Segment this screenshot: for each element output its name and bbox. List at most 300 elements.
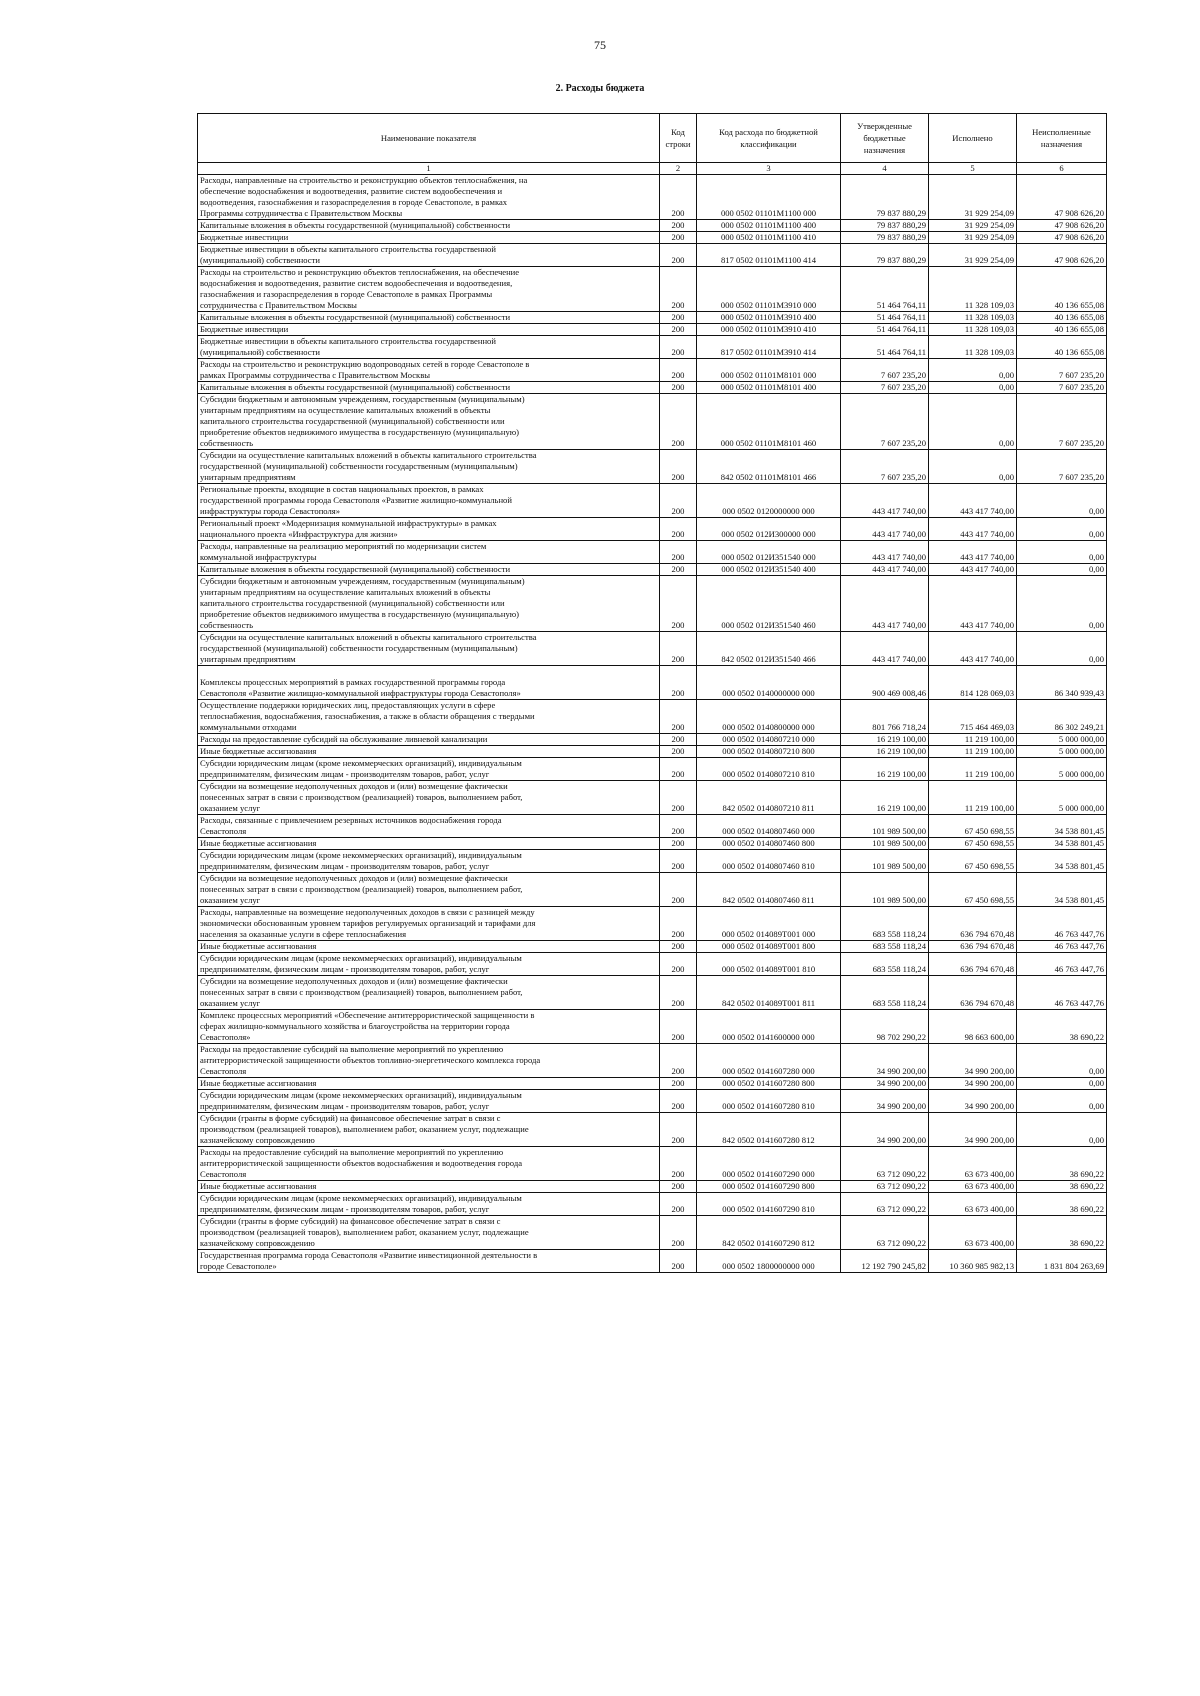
row-line-code: 200 [660, 632, 697, 666]
row-unexecuted: 34 538 801,45 [1017, 873, 1107, 907]
row-unexecuted: 7 607 235,20 [1017, 359, 1107, 382]
row-budget-code: 000 0502 0140807460 800 [697, 838, 841, 850]
row-executed: 10 360 985 982,13 [929, 1250, 1017, 1273]
table-row [198, 518, 1107, 541]
table-row [198, 1113, 1107, 1147]
row-executed: 11 219 100,00 [929, 746, 1017, 758]
table-row [198, 976, 1107, 1010]
row-approved: 16 219 100,00 [841, 781, 929, 815]
row-approved: 63 712 090,22 [841, 1216, 929, 1250]
row-line-code: 200 [660, 815, 697, 838]
row-unexecuted: 38 690,22 [1017, 1147, 1107, 1181]
table-row [198, 359, 1107, 382]
section-title: 2. Расходы бюджета [555, 83, 645, 94]
table-row [198, 1181, 1107, 1193]
row-budget-code: 000 0502 0140807210 000 [697, 734, 841, 746]
table-row [198, 734, 1107, 746]
row-unexecuted: 5 000 000,00 [1017, 746, 1107, 758]
row-line-code: 200 [660, 394, 697, 450]
row-line-code: 200 [660, 1147, 697, 1181]
row-approved: 51 464 764,11 [841, 312, 929, 324]
row-executed: 443 417 740,00 [929, 518, 1017, 541]
row-budget-code: 000 0502 0141607290 000 [697, 1147, 841, 1181]
table-row [198, 324, 1107, 336]
row-executed: 443 417 740,00 [929, 484, 1017, 518]
row-budget-code: 000 0502 014089Т001 000 [697, 907, 841, 941]
row-line-code: 200 [660, 1181, 697, 1193]
header-budget-code: Код расхода по бюджетной классификации [697, 114, 841, 163]
row-unexecuted: 34 538 801,45 [1017, 850, 1107, 873]
row-unexecuted: 34 538 801,45 [1017, 838, 1107, 850]
row-unexecuted: 1 831 804 263,69 [1017, 1250, 1107, 1273]
row-name: Комплекс процессных мероприятий «Обеспечение антитеррористической защищенности в сферах жилищно-коммунального хозяйства и благоустройства на территории города Севастополя» [198, 1010, 660, 1044]
table-row [198, 312, 1107, 324]
row-name: Бюджетные инвестиции [198, 232, 660, 244]
row-budget-code: 000 0502 0141607280 800 [697, 1078, 841, 1090]
budget-expenses-table [197, 113, 1107, 1273]
row-unexecuted: 38 690,22 [1017, 1216, 1107, 1250]
row-budget-code: 842 0502 0141607280 812 [697, 1113, 841, 1147]
row-name: Расходы, направленные на реализацию мероприятий по модернизации систем коммунальной инфраструктуры [198, 541, 660, 564]
row-executed: 715 464 469,03 [929, 700, 1017, 734]
row-name: Субсидии на возмещение недополученных доходов и (или) возмещение фактически понесенных затрат в связи с производством (реализацией) товаров, выполнением работ, оказанием услуг [198, 873, 660, 907]
row-line-code: 200 [660, 700, 697, 734]
row-executed: 34 990 200,00 [929, 1090, 1017, 1113]
row-budget-code: 000 0502 0140800000 000 [697, 700, 841, 734]
row-name: Осуществление поддержки юридических лиц, предоставляющих услуги в сфере теплоснабжения, водоснабжения, газоснабжения, а также в области обращения с твердыми коммунальными отходами [198, 700, 660, 734]
table-row [198, 394, 1107, 450]
row-name: Субсидии на осуществление капитальных вложений в объекты капитального строительства государственной (муниципальной) собственности государственным (муниципальным) унитарным предприятиям [198, 632, 660, 666]
row-unexecuted: 47 908 626,20 [1017, 220, 1107, 232]
row-budget-code: 000 0502 1800000000 000 [697, 1250, 841, 1273]
row-budget-code: 000 0502 01101М1100 410 [697, 232, 841, 244]
row-budget-code: 000 0502 01101М8101 000 [697, 359, 841, 382]
row-approved: 443 417 740,00 [841, 484, 929, 518]
row-approved: 101 989 500,00 [841, 838, 929, 850]
row-executed: 11 219 100,00 [929, 781, 1017, 815]
table-row [198, 873, 1107, 907]
row-budget-code: 000 0502 014089Т001 810 [697, 953, 841, 976]
table-row [198, 941, 1107, 953]
row-name: Субсидии (гранты в форме субсидий) на финансовое обеспечение затрат в связи с производством (реализацией товаров), выполнением работ, оказанием услуг, подлежащие казначейскому сопровождению [198, 1113, 660, 1147]
row-unexecuted: 46 763 447,76 [1017, 976, 1107, 1010]
row-line-code: 200 [660, 907, 697, 941]
row-budget-code: 000 0502 01101М8101 460 [697, 394, 841, 450]
row-budget-code: 000 0502 01101М1100 000 [697, 175, 841, 220]
row-line-code: 200 [660, 838, 697, 850]
row-approved: 79 837 880,29 [841, 220, 929, 232]
row-approved: 79 837 880,29 [841, 175, 929, 220]
row-budget-code: 817 0502 01101М1100 414 [697, 244, 841, 267]
row-approved: 101 989 500,00 [841, 873, 929, 907]
column-number: 3 [697, 163, 841, 175]
table-row [198, 1147, 1107, 1181]
row-name: Субсидии на возмещение недополученных доходов и (или) возмещение фактически понесенных затрат в связи с производством (реализацией) товаров, выполнением работ, оказанием услуг [198, 976, 660, 1010]
row-executed: 636 794 670,48 [929, 953, 1017, 976]
row-name: Капитальные вложения в объекты государственной (муниципальной) собственности [198, 382, 660, 394]
row-approved: 7 607 235,20 [841, 394, 929, 450]
table-header-row [198, 114, 1107, 163]
row-line-code: 200 [660, 175, 697, 220]
row-line-code: 200 [660, 484, 697, 518]
row-name: Иные бюджетные ассигнования [198, 746, 660, 758]
table-row [198, 953, 1107, 976]
row-unexecuted: 0,00 [1017, 1044, 1107, 1078]
row-budget-code: 000 0502 0140000000 000 [697, 666, 841, 700]
table-row [198, 1216, 1107, 1250]
row-name: Субсидии юридическим лицам (кроме некоммерческих организаций), индивидуальным предпринимателям, физическим лицам - производителям товаров, работ, услуг [198, 850, 660, 873]
row-unexecuted: 0,00 [1017, 484, 1107, 518]
row-approved: 683 558 118,24 [841, 941, 929, 953]
row-budget-code: 842 0502 0140807210 811 [697, 781, 841, 815]
header-approved: Утвержденные бюджетные назначения [841, 114, 929, 163]
row-executed: 0,00 [929, 359, 1017, 382]
table-row [198, 541, 1107, 564]
row-line-code: 200 [660, 941, 697, 953]
row-unexecuted: 0,00 [1017, 632, 1107, 666]
table-row [198, 1044, 1107, 1078]
row-approved: 101 989 500,00 [841, 815, 929, 838]
row-line-code: 200 [660, 1216, 697, 1250]
row-approved: 63 712 090,22 [841, 1147, 929, 1181]
row-unexecuted: 40 136 655,08 [1017, 267, 1107, 312]
table-row [198, 758, 1107, 781]
row-approved: 34 990 200,00 [841, 1090, 929, 1113]
row-unexecuted: 46 763 447,76 [1017, 941, 1107, 953]
row-unexecuted: 47 908 626,20 [1017, 232, 1107, 244]
row-approved: 51 464 764,11 [841, 324, 929, 336]
row-approved: 443 417 740,00 [841, 632, 929, 666]
row-approved: 683 558 118,24 [841, 976, 929, 1010]
row-name: Расходы на предоставление субсидий на обслуживание ливневой канализации [198, 734, 660, 746]
row-approved: 51 464 764,11 [841, 267, 929, 312]
row-name: Субсидии юридическим лицам (кроме некоммерческих организаций), индивидуальным предпринимателям, физическим лицам - производителям товаров, работ, услуг [198, 953, 660, 976]
row-executed: 63 673 400,00 [929, 1147, 1017, 1181]
row-line-code: 200 [660, 1113, 697, 1147]
row-approved: 79 837 880,29 [841, 244, 929, 267]
row-executed: 63 673 400,00 [929, 1193, 1017, 1216]
row-budget-code: 000 0502 0141607290 800 [697, 1181, 841, 1193]
row-line-code: 200 [660, 1090, 697, 1113]
row-executed: 0,00 [929, 450, 1017, 484]
row-approved: 443 417 740,00 [841, 518, 929, 541]
row-name: Субсидии на осуществление капитальных вложений в объекты капитального строительства государственной (муниципальной) собственности государственным (муниципальным) унитарным предприятиям [198, 450, 660, 484]
row-name: Расходы на предоставление субсидий на выполнение мероприятий по укреплению антитеррористической защищенности объектов топливно-энергетического комплекса города Севастополя [198, 1044, 660, 1078]
table-row [198, 232, 1107, 244]
row-line-code: 200 [660, 576, 697, 632]
table-row [198, 850, 1107, 873]
row-budget-code: 000 0502 0141600000 000 [697, 1010, 841, 1044]
row-approved: 16 219 100,00 [841, 746, 929, 758]
row-name: Субсидии бюджетным и автономным учреждениям, государственным (муниципальным) унитарным предприятиям на осуществление капитальных вложений в объекты капитального строительства государственной (муниципальной) собственности или приобретение объектов недвижимого имущества в государственную (муниципальную) собственность [198, 576, 660, 632]
column-number: 4 [841, 163, 929, 175]
row-line-code: 200 [660, 220, 697, 232]
table-row [198, 907, 1107, 941]
table-row [198, 1090, 1107, 1113]
table-row [198, 382, 1107, 394]
row-executed: 443 417 740,00 [929, 541, 1017, 564]
row-executed: 63 673 400,00 [929, 1181, 1017, 1193]
row-unexecuted: 86 340 939,43 [1017, 666, 1107, 700]
row-executed: 67 450 698,55 [929, 850, 1017, 873]
row-budget-code: 000 0502 0141607280 000 [697, 1044, 841, 1078]
row-executed: 11 219 100,00 [929, 758, 1017, 781]
row-unexecuted: 7 607 235,20 [1017, 450, 1107, 484]
row-approved: 51 464 764,11 [841, 336, 929, 359]
row-name: Субсидии на возмещение недополученных доходов и (или) возмещение фактически понесенных затрат в связи с производством (реализацией) товаров, выполнением работ, оказанием услуг [198, 781, 660, 815]
row-budget-code: 000 0502 0120000000 000 [697, 484, 841, 518]
row-unexecuted: 40 136 655,08 [1017, 312, 1107, 324]
row-line-code: 200 [660, 382, 697, 394]
row-name: Иные бюджетные ассигнования [198, 838, 660, 850]
row-line-code: 200 [660, 850, 697, 873]
row-executed: 814 128 069,03 [929, 666, 1017, 700]
row-approved: 16 219 100,00 [841, 734, 929, 746]
row-executed: 34 990 200,00 [929, 1078, 1017, 1090]
header-line-code: Код строки [660, 114, 697, 163]
row-line-code: 200 [660, 666, 697, 700]
row-budget-code: 000 0502 01101М1100 400 [697, 220, 841, 232]
table-row [198, 450, 1107, 484]
table-row [198, 336, 1107, 359]
row-unexecuted: 0,00 [1017, 1078, 1107, 1090]
row-executed: 11 328 109,03 [929, 312, 1017, 324]
row-executed: 63 673 400,00 [929, 1216, 1017, 1250]
row-name: Расходы на строительство и реконструкцию водопроводных сетей в городе Севастополе в рамках Программы сотрудничества с Правительством Москвы [198, 359, 660, 382]
row-approved: 7 607 235,20 [841, 382, 929, 394]
row-budget-code: 842 0502 0140807460 811 [697, 873, 841, 907]
row-executed: 31 929 254,09 [929, 175, 1017, 220]
table-body [198, 175, 1107, 1273]
row-name: Расходы, направленные на строительство и реконструкцию объектов теплоснабжения, на обеспечение водоснабжения и водоотведения, развитие систем водообеспечения и водоотведения, газоснабжения и газораспределения в городе Севастополе, в рамках Программы сотрудничества с Правительством Москвы [198, 175, 660, 220]
row-name: Региональный проект «Модернизация коммунальной инфраструктуры» в рамках национального проекта «Инфраструктура для жизни» [198, 518, 660, 541]
row-approved: 34 990 200,00 [841, 1044, 929, 1078]
row-executed: 636 794 670,48 [929, 907, 1017, 941]
row-name: Государственная программа города Севастополя «Развитие инвестиционной деятельности в городе Севастополе» [198, 1250, 660, 1273]
row-name: Расходы на строительство и реконструкцию объектов теплоснабжения, на обеспечение водоснабжения и водоотведения, развитие систем водообеспечения и водоотведения, газоснабжения и газораспределения в городе Севастополе в рамках Программы сотрудничества с Правительством Москвы [198, 267, 660, 312]
row-budget-code: 000 0502 014089Т001 800 [697, 941, 841, 953]
row-budget-code: 000 0502 0140807460 810 [697, 850, 841, 873]
row-name: Субсидии юридическим лицам (кроме некоммерческих организаций), индивидуальным предпринимателям, физическим лицам - производителям товаров, работ, услуг [198, 758, 660, 781]
row-line-code: 200 [660, 953, 697, 976]
table-row [198, 576, 1107, 632]
row-approved: 34 990 200,00 [841, 1078, 929, 1090]
row-line-code: 200 [660, 1193, 697, 1216]
row-approved: 79 837 880,29 [841, 232, 929, 244]
row-budget-code: 000 0502 0141607290 810 [697, 1193, 841, 1216]
row-approved: 900 469 008,46 [841, 666, 929, 700]
header-name: Наименование показателя [198, 114, 660, 163]
row-budget-code: 000 0502 01101М3910 000 [697, 267, 841, 312]
row-executed: 31 929 254,09 [929, 244, 1017, 267]
row-unexecuted: 7 607 235,20 [1017, 394, 1107, 450]
row-unexecuted: 0,00 [1017, 518, 1107, 541]
row-executed: 11 328 109,03 [929, 336, 1017, 359]
row-line-code: 200 [660, 746, 697, 758]
row-line-code: 200 [660, 1044, 697, 1078]
table-row [198, 746, 1107, 758]
row-line-code: 200 [660, 232, 697, 244]
row-approved: 34 990 200,00 [841, 1113, 929, 1147]
table-row [198, 666, 1107, 700]
row-line-code: 200 [660, 359, 697, 382]
row-line-code: 200 [660, 758, 697, 781]
row-line-code: 200 [660, 734, 697, 746]
row-unexecuted: 40 136 655,08 [1017, 336, 1107, 359]
row-executed: 98 663 600,00 [929, 1010, 1017, 1044]
row-approved: 98 702 290,22 [841, 1010, 929, 1044]
row-executed: 67 450 698,55 [929, 815, 1017, 838]
table-row [198, 220, 1107, 232]
row-unexecuted: 0,00 [1017, 576, 1107, 632]
row-name: Расходы на предоставление субсидий на выполнение мероприятий по укреплению антитеррористической защищенности объектов водоснабжения и водоотведения города Севастополя [198, 1147, 660, 1181]
column-number: 5 [929, 163, 1017, 175]
header-executed: Исполнено [929, 114, 1017, 163]
row-approved: 7 607 235,20 [841, 359, 929, 382]
row-unexecuted: 0,00 [1017, 1113, 1107, 1147]
table-row [198, 838, 1107, 850]
row-budget-code: 842 0502 012И351540 466 [697, 632, 841, 666]
row-unexecuted: 47 908 626,20 [1017, 175, 1107, 220]
row-approved: 443 417 740,00 [841, 576, 929, 632]
row-approved: 683 558 118,24 [841, 953, 929, 976]
row-line-code: 200 [660, 312, 697, 324]
row-name: Бюджетные инвестиции в объекты капитального строительства государственной (муниципальной) собственности [198, 244, 660, 267]
row-unexecuted: 46 763 447,76 [1017, 907, 1107, 941]
table-row [198, 175, 1107, 220]
row-name: Региональные проекты, входящие в состав национальных проектов, в рамках государственной программы города Севастополя «Развитие жилищно-коммунальной инфраструктуры города Севастополя» [198, 484, 660, 518]
row-executed: 636 794 670,48 [929, 941, 1017, 953]
row-budget-code: 000 0502 0140807460 000 [697, 815, 841, 838]
row-line-code: 200 [660, 873, 697, 907]
row-executed: 11 328 109,03 [929, 267, 1017, 312]
row-budget-code: 817 0502 01101М3910 414 [697, 336, 841, 359]
row-unexecuted: 0,00 [1017, 541, 1107, 564]
row-name: Комплексы процессных мероприятий в рамках государственной программы города Севастополя «Развитие жилищно-коммунальной инфраструктуры города Севастополя» [198, 666, 660, 700]
row-approved: 63 712 090,22 [841, 1193, 929, 1216]
table-row [198, 815, 1107, 838]
row-executed: 11 328 109,03 [929, 324, 1017, 336]
row-budget-code: 000 0502 012И351540 000 [697, 541, 841, 564]
row-line-code: 200 [660, 324, 697, 336]
table-row [198, 1010, 1107, 1044]
row-approved: 443 417 740,00 [841, 541, 929, 564]
row-name: Капитальные вложения в объекты государственной (муниципальной) собственности [198, 564, 660, 576]
row-executed: 443 417 740,00 [929, 564, 1017, 576]
row-executed: 34 990 200,00 [929, 1044, 1017, 1078]
row-budget-code: 000 0502 01101М3910 410 [697, 324, 841, 336]
row-name: Иные бюджетные ассигнования [198, 1181, 660, 1193]
row-approved: 443 417 740,00 [841, 564, 929, 576]
row-approved: 801 766 718,24 [841, 700, 929, 734]
row-unexecuted: 38 690,22 [1017, 1193, 1107, 1216]
row-approved: 7 607 235,20 [841, 450, 929, 484]
row-unexecuted: 47 908 626,20 [1017, 244, 1107, 267]
column-number: 6 [1017, 163, 1107, 175]
row-name: Расходы, связанные с привлечением резервных источников водоснабжения города Севастополя [198, 815, 660, 838]
row-unexecuted: 40 136 655,08 [1017, 324, 1107, 336]
row-line-code: 200 [660, 1078, 697, 1090]
row-executed: 34 990 200,00 [929, 1113, 1017, 1147]
row-budget-code: 000 0502 0140807210 810 [697, 758, 841, 781]
row-executed: 636 794 670,48 [929, 976, 1017, 1010]
row-unexecuted: 38 690,22 [1017, 1010, 1107, 1044]
row-approved: 16 219 100,00 [841, 758, 929, 781]
table-row [198, 244, 1107, 267]
row-name: Иные бюджетные ассигнования [198, 941, 660, 953]
row-budget-code: 000 0502 012И300000 000 [697, 518, 841, 541]
row-budget-code: 842 0502 0141607290 812 [697, 1216, 841, 1250]
row-budget-code: 842 0502 01101М8101 466 [697, 450, 841, 484]
row-approved: 101 989 500,00 [841, 850, 929, 873]
row-name: Бюджетные инвестиции в объекты капитального строительства государственной (муниципальной) собственности [198, 336, 660, 359]
row-name: Субсидии юридическим лицам (кроме некоммерческих организаций), индивидуальным предпринимателям, физическим лицам - производителям товаров, работ, услуг [198, 1090, 660, 1113]
row-unexecuted: 5 000 000,00 [1017, 758, 1107, 781]
row-unexecuted: 86 302 249,21 [1017, 700, 1107, 734]
row-line-code: 200 [660, 976, 697, 1010]
row-budget-code: 000 0502 01101М3910 400 [697, 312, 841, 324]
row-name: Субсидии (гранты в форме субсидий) на финансовое обеспечение затрат в связи с производством (реализацией товаров), выполнением работ, оказанием услуг, подлежащие казначейскому сопровождению [198, 1216, 660, 1250]
row-line-code: 200 [660, 244, 697, 267]
row-executed: 0,00 [929, 382, 1017, 394]
row-unexecuted: 46 763 447,76 [1017, 953, 1107, 976]
row-executed: 11 219 100,00 [929, 734, 1017, 746]
row-executed: 443 417 740,00 [929, 576, 1017, 632]
table-row [198, 700, 1107, 734]
header-unexecuted: Неисполненные назначения [1017, 114, 1107, 163]
row-unexecuted: 5 000 000,00 [1017, 781, 1107, 815]
table-row [198, 564, 1107, 576]
row-name: Иные бюджетные ассигнования [198, 1078, 660, 1090]
row-executed: 67 450 698,55 [929, 838, 1017, 850]
row-approved: 12 192 790 245,82 [841, 1250, 929, 1273]
table-row [198, 1250, 1107, 1273]
row-name: Субсидии юридическим лицам (кроме некоммерческих организаций), индивидуальным предпринимателям, физическим лицам - производителям товаров, работ, услуг [198, 1193, 660, 1216]
row-unexecuted: 0,00 [1017, 1090, 1107, 1113]
row-approved: 683 558 118,24 [841, 907, 929, 941]
row-unexecuted: 0,00 [1017, 564, 1107, 576]
page-number: 75 [594, 38, 606, 52]
row-name: Капитальные вложения в объекты государственной (муниципальной) собственности [198, 312, 660, 324]
row-line-code: 200 [660, 450, 697, 484]
row-line-code: 200 [660, 541, 697, 564]
row-budget-code: 000 0502 01101М8101 400 [697, 382, 841, 394]
row-line-code: 200 [660, 267, 697, 312]
row-unexecuted: 34 538 801,45 [1017, 815, 1107, 838]
row-budget-code: 000 0502 012И351540 400 [697, 564, 841, 576]
table-row [198, 781, 1107, 815]
row-executed: 67 450 698,55 [929, 873, 1017, 907]
row-unexecuted: 38 690,22 [1017, 1181, 1107, 1193]
row-name: Капитальные вложения в объекты государственной (муниципальной) собственности [198, 220, 660, 232]
row-executed: 31 929 254,09 [929, 232, 1017, 244]
row-budget-code: 000 0502 012И351540 460 [697, 576, 841, 632]
table-row [198, 484, 1107, 518]
row-line-code: 200 [660, 781, 697, 815]
table-row [198, 632, 1107, 666]
row-budget-code: 000 0502 0141607280 810 [697, 1090, 841, 1113]
row-line-code: 200 [660, 336, 697, 359]
row-budget-code: 000 0502 0140807210 800 [697, 746, 841, 758]
column-number: 2 [660, 163, 697, 175]
row-approved: 63 712 090,22 [841, 1181, 929, 1193]
row-executed: 31 929 254,09 [929, 220, 1017, 232]
table-row [198, 1078, 1107, 1090]
row-unexecuted: 5 000 000,00 [1017, 734, 1107, 746]
column-numbers-row [198, 163, 1107, 175]
row-executed: 443 417 740,00 [929, 632, 1017, 666]
row-line-code: 200 [660, 518, 697, 541]
